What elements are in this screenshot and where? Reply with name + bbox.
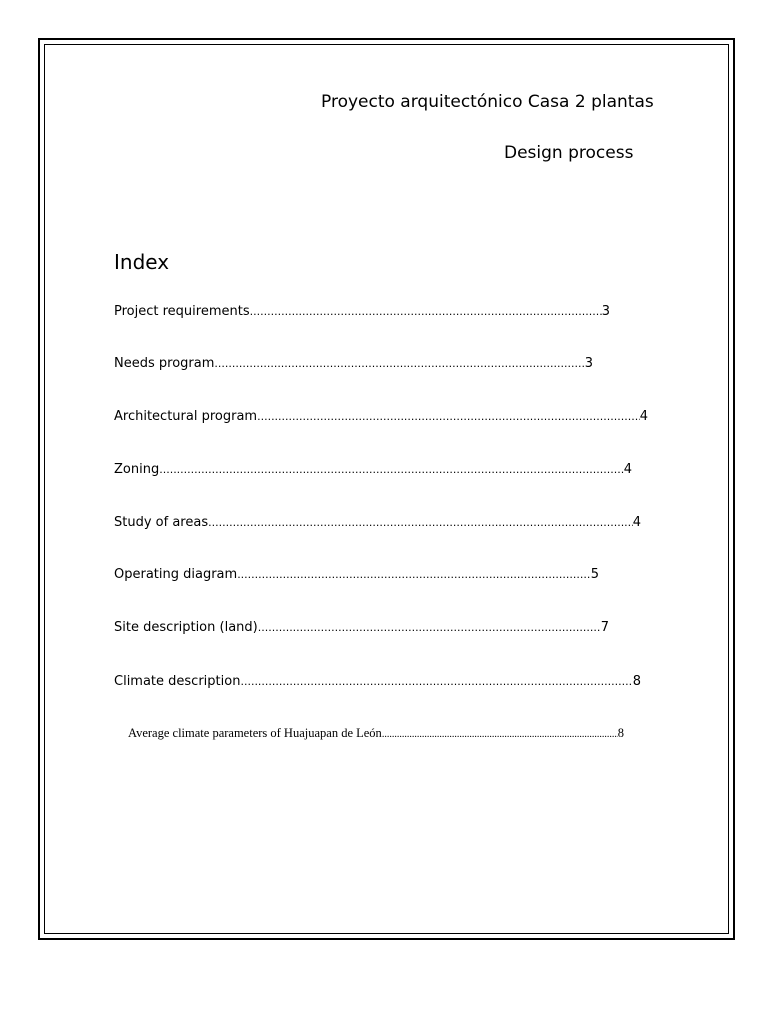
toc-entry-page: 8 [617, 726, 624, 740]
index-heading: Index [114, 250, 170, 274]
toc-entry-label: Site description (land) [114, 620, 258, 635]
toc-entry-label: Needs program [114, 356, 215, 371]
document-title: Proyecto arquitectónico Casa 2 plantas [321, 92, 654, 112]
toc-entry[interactable] [114, 356, 593, 376]
toc-entry[interactable] [114, 409, 648, 429]
toc-subentry[interactable] [128, 726, 624, 746]
toc-entry[interactable] [114, 515, 641, 535]
toc-entry-label: Operating diagram [114, 567, 238, 582]
toc-entry-page: 4 [639, 409, 648, 424]
toc-entry-page: 5 [590, 567, 599, 582]
toc-dot-leader [159, 463, 624, 476]
toc-entry-label: Study of areas [114, 515, 209, 530]
toc-entry-page: 4 [632, 515, 641, 530]
toc-dot-leader [208, 516, 633, 529]
toc-entry[interactable] [114, 304, 610, 324]
toc-entry[interactable] [114, 620, 609, 640]
toc-entry-label: Architectural program [114, 409, 258, 424]
toc-entry-page: 4 [623, 462, 632, 477]
toc-entry[interactable] [114, 674, 641, 694]
toc-dot-leader [214, 357, 584, 370]
toc-entry-label: Climate description [114, 674, 241, 689]
toc-entry-page: 8 [632, 674, 641, 689]
toc-entry-label: Zoning [114, 462, 160, 477]
toc-entry[interactable] [114, 567, 599, 587]
document-subtitle: Design process [504, 143, 634, 163]
toc-entry-page: 3 [601, 304, 610, 319]
toc-dot-leader [240, 675, 632, 688]
page-border [38, 38, 735, 940]
toc-dot-leader [237, 568, 591, 581]
toc-entry-page: 3 [584, 356, 593, 371]
toc-dot-leader [250, 305, 602, 318]
toc-entry-page: 7 [600, 620, 609, 635]
page-border-inner [44, 44, 729, 934]
toc-dot-leader [257, 410, 640, 423]
toc-dot-leader [258, 621, 601, 634]
toc-entry-label: Average climate parameters of Huajuapan de León [128, 726, 382, 740]
toc-entry[interactable] [114, 462, 632, 482]
toc-dot-leader [382, 729, 618, 740]
toc-entry-label: Project requirements [114, 304, 250, 319]
